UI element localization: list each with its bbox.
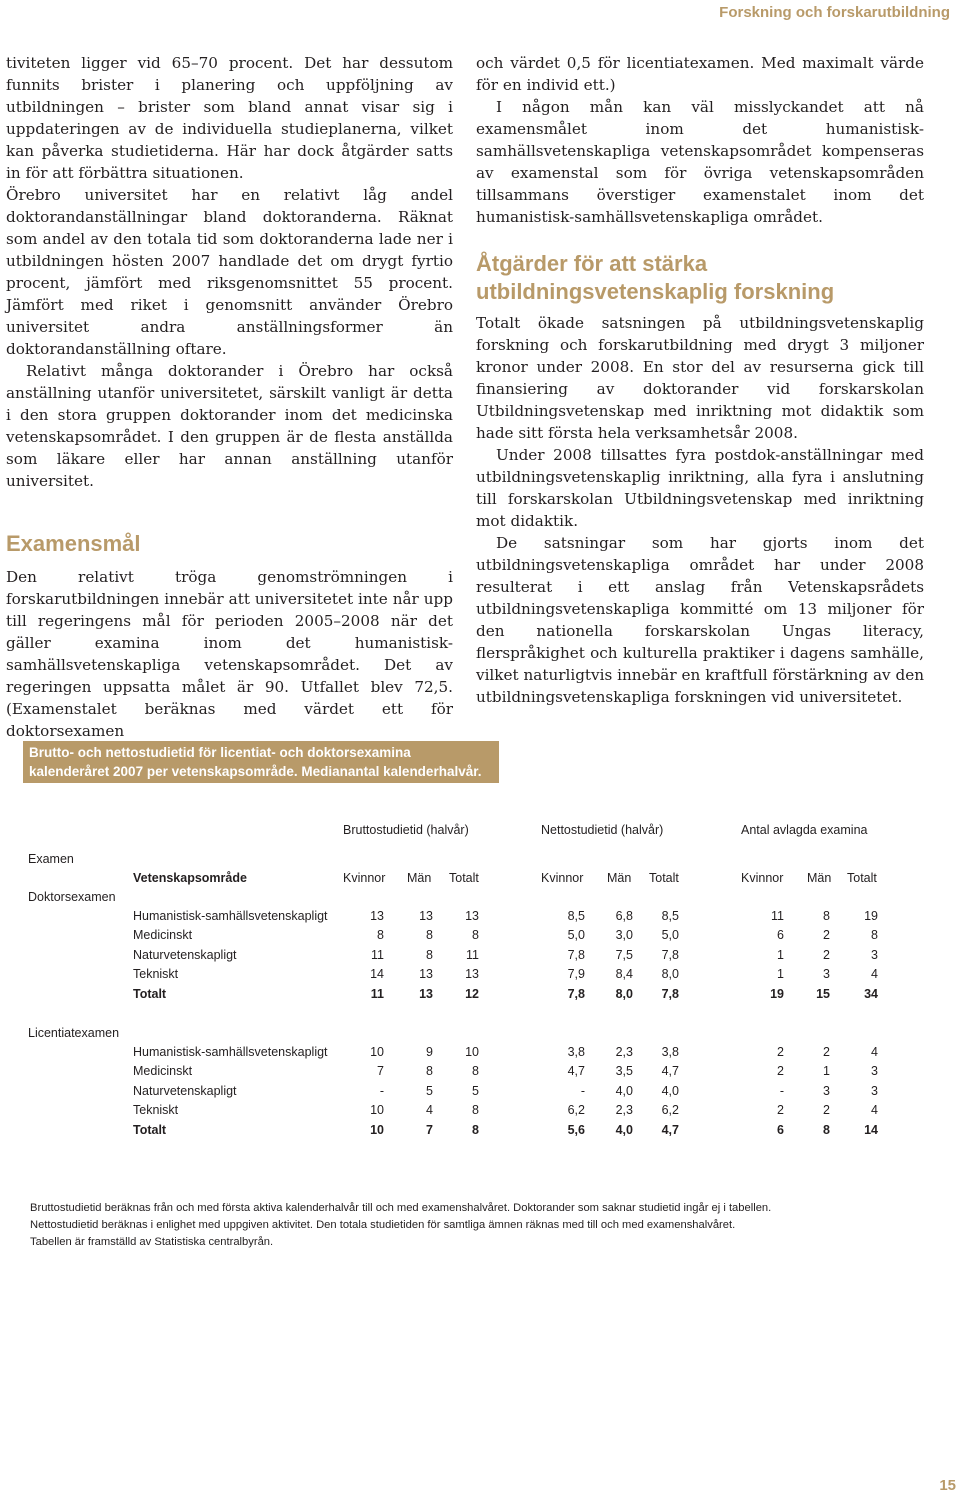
right-column <box>476 52 924 708</box>
table-title-line: Brutto- och nettostudietid för licentiat- och doktorsexamina <box>29 745 411 760</box>
paragraph: Den relativt tröga genomströmningen i forskarutbildningen innebär att universitetet inte når upp till regeringens mål för perioden 2005–2008 när det gäller examina inom det humanistisk-samhällsvetenskapliga vetenskapsområdet. Det av regeringen uppsatta målet är 90. Utfallet blev 72,5. (Examenstalet beräknas med värdet ett för doktorsexamen <box>6 568 453 740</box>
table-cell: 6,2 <box>567 1103 585 1118</box>
table-cell: - <box>379 1083 384 1098</box>
table-cell: 1 <box>777 967 784 982</box>
group-header: Antal avlagda examina <box>741 823 868 837</box>
table-cell: 4,0 <box>661 1083 679 1098</box>
table-cell: 7,8 <box>567 947 585 962</box>
table-cell: 19 <box>864 909 878 923</box>
table-cell: 8 <box>472 1103 479 1118</box>
group-header: Nettostudietid (halvår) <box>541 823 664 837</box>
row-label: Medicinskt <box>133 1064 193 1079</box>
row-label: Totalt <box>133 1122 167 1137</box>
table-cell: 8 <box>823 909 830 923</box>
table-cell: 8 <box>472 1122 479 1137</box>
table-cell: 7,8 <box>661 947 679 962</box>
table-cell: 8,5 <box>661 909 679 923</box>
table-cell: 5,0 <box>567 928 585 943</box>
table-cell: 10 <box>370 1122 384 1137</box>
table-cell: 13 <box>370 909 384 923</box>
row-label: Humanistisk-samhällsvetenskapligt <box>133 909 328 923</box>
table-cell: 34 <box>864 986 878 1001</box>
table-cell: 6,2 <box>661 1103 679 1118</box>
table-cell: 4 <box>871 1103 878 1118</box>
table-cell: 4 <box>426 1103 433 1118</box>
table-cell: 2 <box>823 947 830 962</box>
row-label: Tekniskt <box>133 1103 179 1118</box>
table-cell: 4,0 <box>615 1083 633 1098</box>
paragraph: Relativt många doktorander i Örebro har också anställning utanför universitetet, särskilt vanligt är detta i den stora gruppen doktorander inom det medicinska vetenskapsområdet. I den gruppen är de flesta anställda som läkare eller har annan anställning utanför universitet. <box>6 362 453 490</box>
table-cell: 2 <box>777 1103 784 1118</box>
paragraph: Örebro universitet har en relativt låg andel doktorandanställningar bland doktoranderna. Räknat som andel av den totala tid som doktoranderna lade ner i utbildningen hösten 2007 handlade det om drygt fyrtio procent, jämfört med riksgenomsnittet 55 procent. Jämfört med riket i genomsnitt använder Örebro universitet andra anställningsformer än doktorandanställning oftare. <box>6 186 453 358</box>
table-cell: 7,9 <box>567 967 585 982</box>
table-cell: 12 <box>465 986 479 1001</box>
table-cell: 3,0 <box>615 928 633 943</box>
table-cell: 8 <box>426 1064 433 1079</box>
table-cell: 8 <box>472 1064 479 1079</box>
column-header: Totalt <box>649 871 679 885</box>
section-label: Doktorsexamen <box>28 890 116 904</box>
column-header: Totalt <box>449 871 479 885</box>
table-cell: 4,7 <box>661 1064 679 1079</box>
table-cell: 8,5 <box>567 909 585 923</box>
column-header: Män <box>607 871 632 885</box>
table-cell: 6,8 <box>615 909 633 923</box>
table-cell: 11 <box>371 947 384 962</box>
table-cell: 2 <box>777 1045 784 1059</box>
table-title <box>23 741 499 783</box>
running-header: Forskning och forskarutbildning <box>719 4 950 21</box>
table-cell: 11 <box>771 909 784 923</box>
table-cell: 11 <box>370 986 384 1001</box>
left-column <box>6 52 453 742</box>
column-header: Män <box>407 871 432 885</box>
row-label: Humanistisk-samhällsvetenskapligt <box>133 1045 328 1059</box>
table-cell: 4,0 <box>615 1122 633 1137</box>
examen-header: Examen <box>28 852 74 866</box>
table-cell: 8,4 <box>615 967 633 982</box>
table-cell: 13 <box>419 967 433 982</box>
table-cell: 2 <box>823 1045 830 1059</box>
table-cell: 8 <box>377 928 384 943</box>
paragraph: tiviteten ligger vid 65–70 procent. Det har dessutom funnits brister i planering och uppföljning av utbildningen – brister som bland annat visar sig i uppdateringen av de individuella studieplanerna, vilket kan påverka studietiderna. Här har dock åtgärder satts in för att förbättra situationen. <box>6 54 453 182</box>
table-cell: 8 <box>871 928 878 943</box>
table-cell: 14 <box>370 967 384 982</box>
table-cell: 7,5 <box>615 947 633 962</box>
paragraph: Under 2008 tillsattes fyra postdok-anställningar med utbildningsvetenskaplig inriktning, alla fyra i anslutning till forskarskolan Utbildningsvetenskap med inriktning mot didaktik. <box>476 446 924 530</box>
table-cell: 4,7 <box>661 1122 679 1137</box>
table-title-line: kalenderåret 2007 per vetenskapsområde. Medianantal kalenderhalvår. <box>29 764 482 779</box>
table-cell: 1 <box>823 1064 830 1079</box>
table-cell: 10 <box>370 1045 384 1059</box>
table-cell: 8 <box>472 928 479 943</box>
paragraph: De satsningar som har gjorts inom det utbildningsvetenskapliga området har under 2008 resulterat i ett anslag från Vetenskapsrådets utbildningsvetenskapliga kommitté om 13 miljoner för den nationella forskarskolan Ungas literacy, flerspråkighet och kulturella praktiker i dagens samhälle, vilket naturligtvis innebär en kraftfull förstärkning av den utbildningsvetenskapliga forskningen vid universitetet. <box>476 534 924 706</box>
table-cell: 3 <box>823 1083 830 1098</box>
table-cell: 8 <box>823 1122 830 1137</box>
table-cell: 3 <box>871 947 878 962</box>
row-label: Totalt <box>133 986 167 1001</box>
paragraph: I någon mån kan väl misslyckandet att nå examensmålet inom det humanistisk-samhällsvetenskapliga vetenskapsområdet kompenseras av examenstal som för övriga vetenskapsområden tillsammans överstiger examenstalet inom det humanistisk-samhällsvetenskapliga området. <box>476 98 924 226</box>
row-label: Naturvetenskapligt <box>133 1083 237 1098</box>
note-line: Nettostudietid beräknas i enlighet med uppgiven aktivitet. Den totala studietiden för samtliga ämnen räknas med till och med examenshalvåret. <box>30 1219 736 1231</box>
group-header: Bruttostudietid (halvår) <box>343 823 469 837</box>
column-header: Kvinnor <box>741 871 784 885</box>
table-cell: 6 <box>777 1122 784 1137</box>
table-cell: 10 <box>465 1045 479 1059</box>
table-cell: 5 <box>472 1083 479 1098</box>
table-cell: 3,8 <box>661 1045 679 1059</box>
row-label: Tekniskt <box>133 967 179 982</box>
table-cell: 6 <box>777 928 784 943</box>
table-cell: 10 <box>370 1103 384 1118</box>
table-cell: 7,8 <box>567 986 585 1001</box>
table-cell: 4 <box>871 1045 878 1059</box>
page-number: 15 <box>939 1477 956 1494</box>
paragraph: och värdet 0,5 för licentiatexamen. Med maximalt värde för en individ ett.) <box>476 54 924 94</box>
table-cell: 3,5 <box>615 1064 633 1079</box>
column-header-area: Vetenskapsområde <box>133 871 247 885</box>
section-label: Licentiatexamen <box>28 1026 120 1040</box>
table-cell: 5,6 <box>567 1122 585 1137</box>
table-cell: 15 <box>816 986 830 1001</box>
paragraph: Totalt ökade satsningen på utbildningsvetenskaplig forskning och forskarutbildning med drygt 3 miljoner kronor under 2008. En stor del av resurserna gick till finansiering av doktorander vid forskarskolan Utbildningsvetenskap med inriktning mot didaktik som hade sitt första hela verksamhetsår 2008. <box>476 314 924 442</box>
table-cell: 7,8 <box>661 986 679 1001</box>
table-cell: 19 <box>770 986 784 1001</box>
note-line: Tabellen är framställd av Statistiska centralbyrån. <box>30 1236 274 1248</box>
table-cell: - <box>779 1083 784 1098</box>
table-cell: 13 <box>465 967 479 982</box>
table-cell: 7 <box>426 1122 433 1137</box>
column-header: Män <box>807 871 832 885</box>
table-cell: 7 <box>377 1064 384 1079</box>
section-heading: Examensmål <box>6 531 141 556</box>
table-cell: 4 <box>871 967 878 982</box>
table-cell: 5 <box>426 1083 433 1098</box>
table-cell: 2 <box>823 1103 830 1118</box>
column-header: Kvinnor <box>541 871 584 885</box>
table-cell: 2 <box>823 928 830 943</box>
table-cell: 3 <box>871 1064 878 1079</box>
table-cell: 9 <box>426 1045 433 1059</box>
row-label: Naturvetenskapligt <box>133 947 237 962</box>
table-cell: 13 <box>465 909 479 923</box>
table-cell: 3 <box>871 1083 878 1098</box>
column-header: Totalt <box>847 871 877 885</box>
table-cell: 13 <box>419 986 433 1001</box>
table-cell: 4,7 <box>567 1064 585 1079</box>
table-notes <box>30 1200 910 1251</box>
table-cell: 3 <box>823 967 830 982</box>
table-cell: 3,8 <box>567 1045 585 1059</box>
section-heading: Åtgärder för att stärka utbildningsvetenskaplig forskning <box>476 251 835 304</box>
table-cell: 8 <box>426 928 433 943</box>
table-cell: 5,0 <box>661 928 679 943</box>
table-cell: 1 <box>777 947 784 962</box>
table-cell: 2,3 <box>615 1103 633 1118</box>
table-cell: 13 <box>419 909 433 923</box>
row-label: Medicinskt <box>133 928 193 943</box>
table-cell: 8,0 <box>615 986 633 1001</box>
table-cell: 2,3 <box>615 1045 633 1059</box>
column-header: Kvinnor <box>343 871 386 885</box>
table-cell: 8,0 <box>661 967 679 982</box>
table-cell: 2 <box>777 1064 784 1079</box>
note-line: Bruttostudietid beräknas från och med första aktiva kalenderhalvår till och med examenshalvåret. Doktorander som saknar studietid ingår ej i tabellen. <box>30 1202 772 1214</box>
table-cell: - <box>580 1083 585 1098</box>
table-cell: 11 <box>466 947 479 962</box>
table-cell: 14 <box>864 1122 878 1137</box>
table-cell: 8 <box>426 947 433 962</box>
